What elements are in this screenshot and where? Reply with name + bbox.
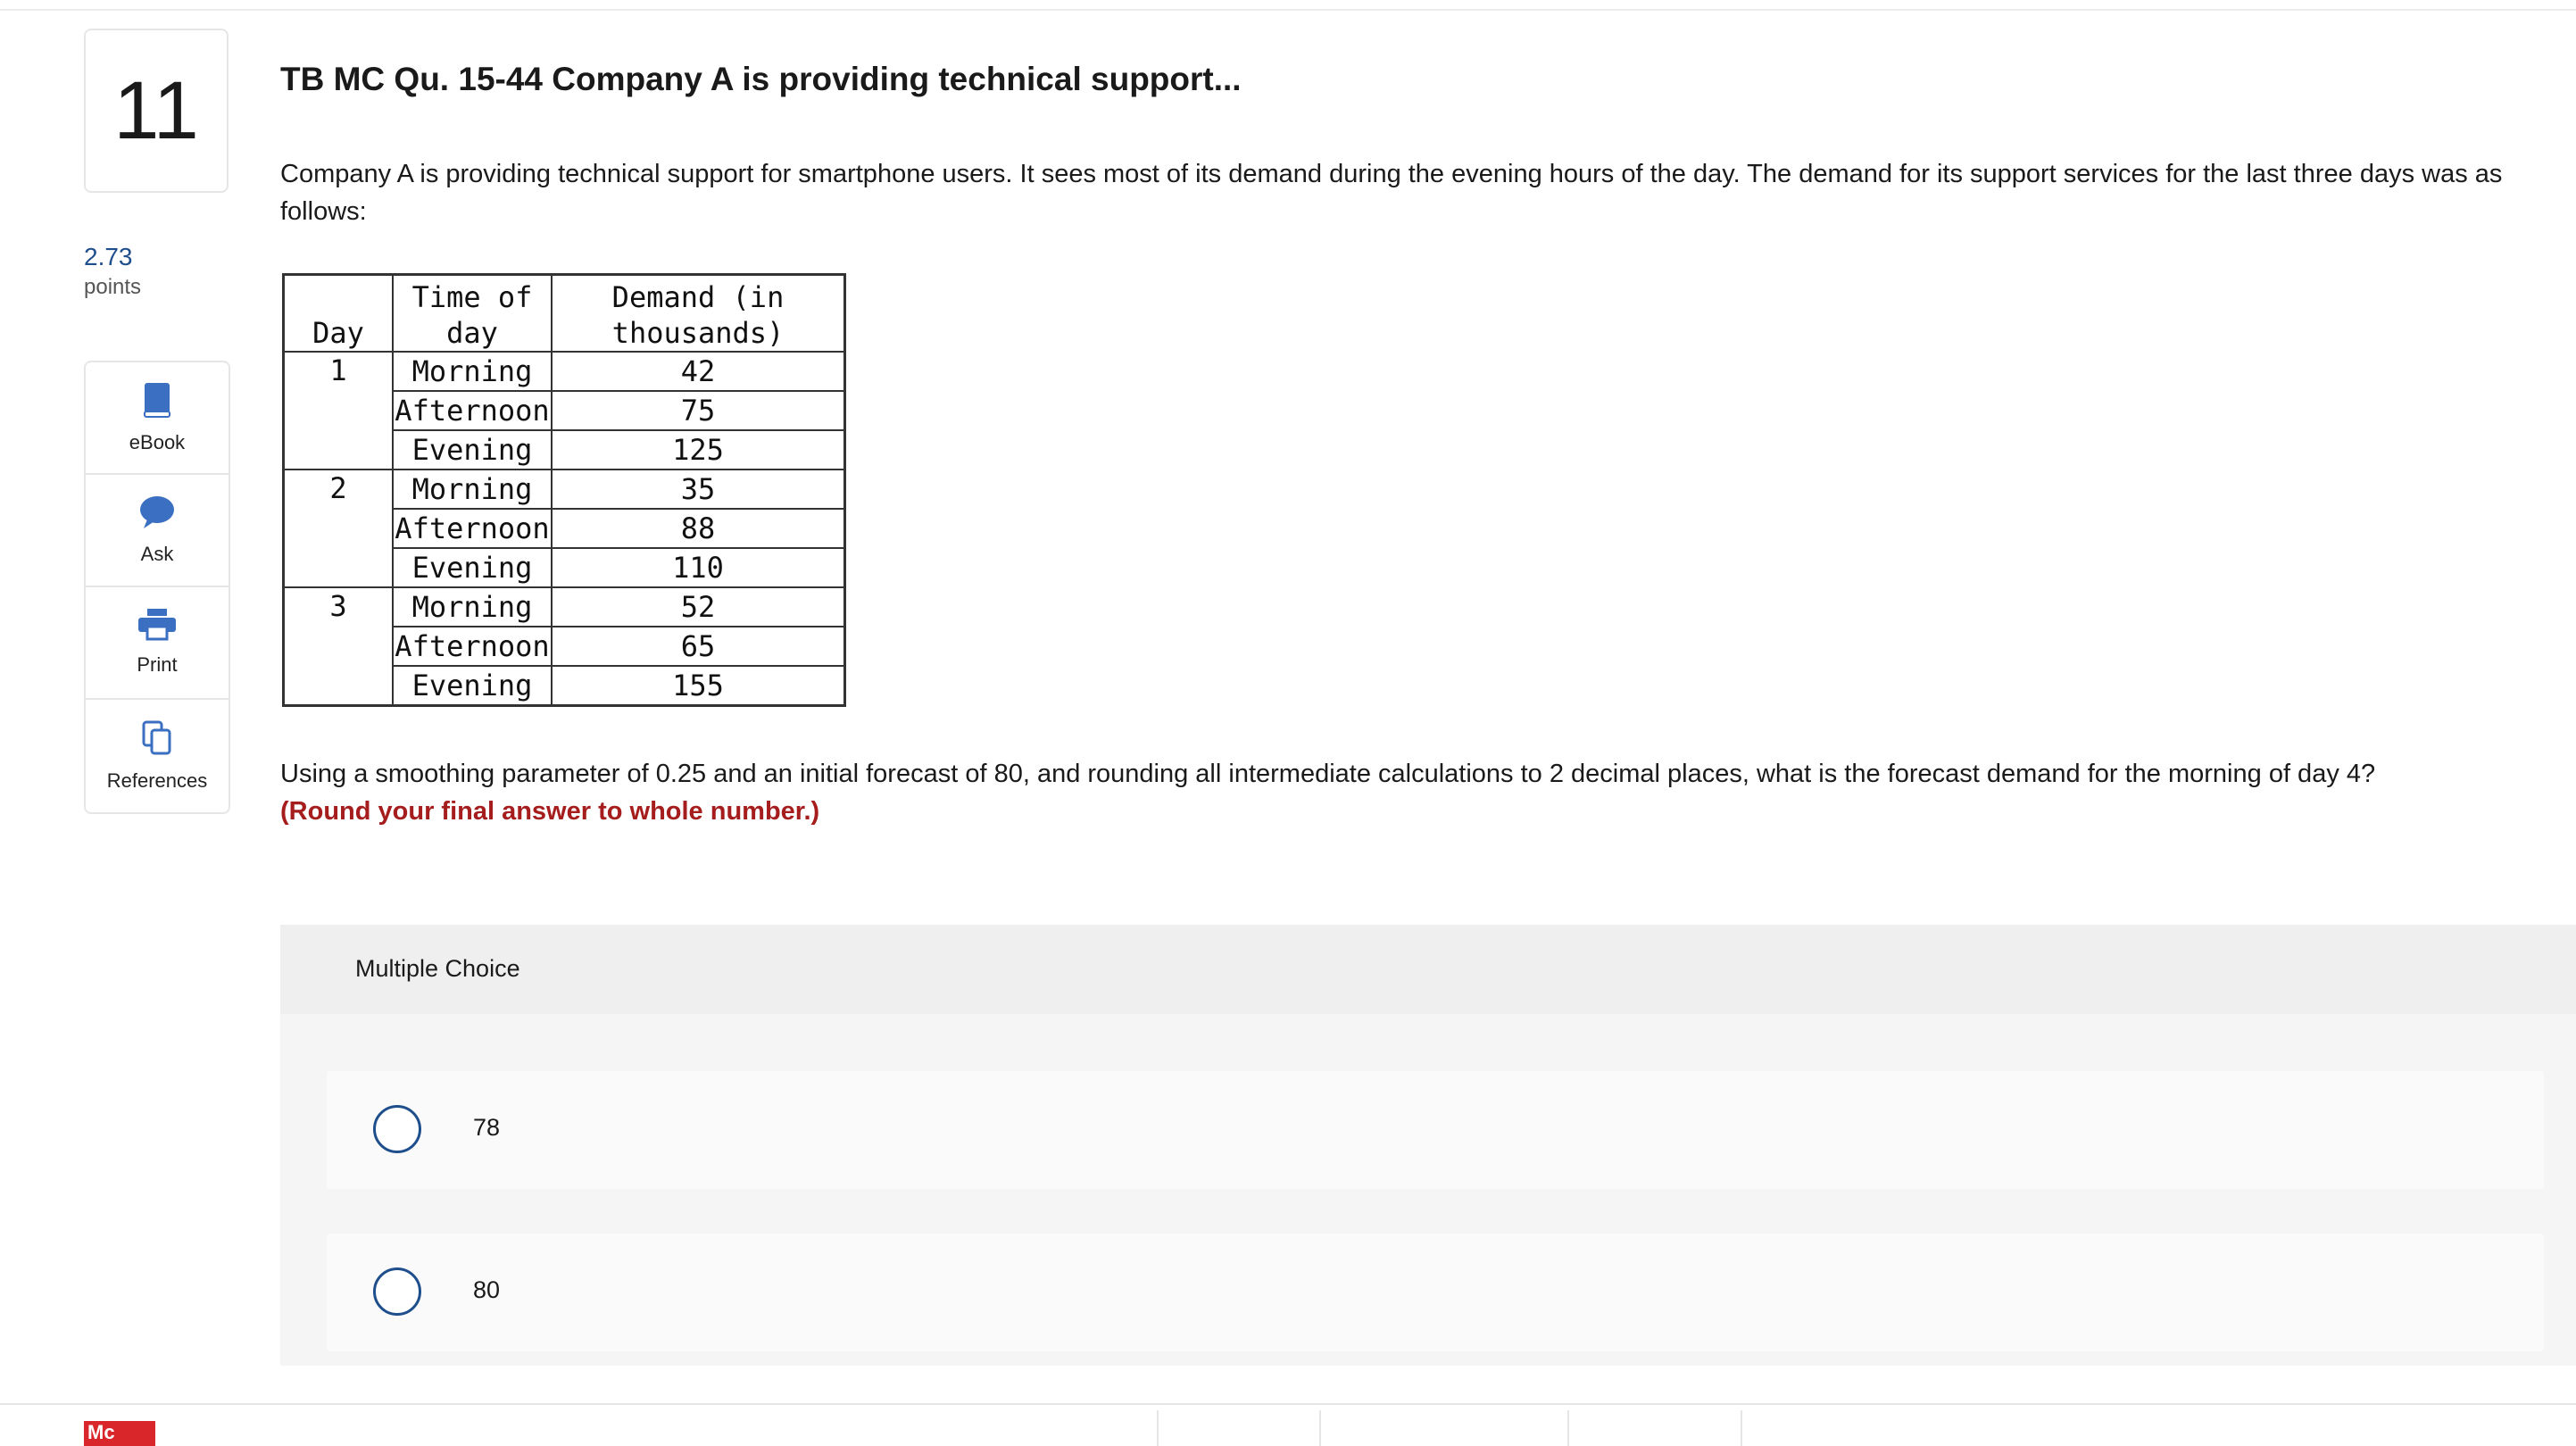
header-demand-line2: thousands) [611, 316, 785, 350]
print-button[interactable] [86, 587, 229, 700]
mcgraw-hill-logo: Mc [84, 1421, 155, 1446]
table-row [284, 587, 845, 627]
demand-cell: 155 [552, 666, 845, 706]
points-label: points [84, 275, 142, 299]
demand-cell: 35 [552, 470, 845, 509]
table-row [284, 470, 845, 509]
chat-bubble-icon [138, 494, 176, 534]
radio-button[interactable] [373, 1267, 421, 1316]
time-cell: Afternoon [393, 627, 552, 666]
footer-separator [1319, 1410, 1321, 1446]
time-cell: Evening [393, 548, 552, 587]
table-header-row [284, 275, 845, 353]
multiple-choice-header [280, 925, 2576, 1014]
day-cell: 2 [284, 470, 394, 587]
ebook-button[interactable] [86, 362, 229, 475]
time-cell: Evening [393, 430, 552, 470]
time-cell: Morning [393, 352, 552, 391]
points-value: 2.73 [84, 243, 133, 270]
question-title: TB MC Qu. 15-44 Company A is providing technical support... [280, 61, 1242, 97]
book-icon [141, 381, 173, 422]
time-cell: Morning [393, 587, 552, 627]
footer-separator [1741, 1410, 1742, 1446]
top-divider [0, 9, 2576, 11]
answer-option-text: 80 [473, 1276, 501, 1303]
copy-pages-icon [141, 719, 173, 760]
time-cell: Morning [393, 470, 552, 509]
references-label: References [106, 769, 208, 792]
print-label: Print [137, 653, 178, 676]
header-demand-line1: Demand (in [611, 280, 785, 314]
demand-cell: 88 [552, 509, 845, 548]
demand-cell: 52 [552, 587, 845, 627]
answer-option[interactable] [327, 1234, 2544, 1351]
header-time [393, 275, 552, 353]
answer-option-text: 78 [473, 1114, 501, 1141]
question-number: 11 [84, 29, 229, 193]
time-cell: Afternoon [393, 391, 552, 430]
question-prompt-block [280, 755, 2565, 830]
question-prompt: Using a smoothing parameter of 0.25 and an initial forecast of 80, and rounding all intermediate calculations to 2 decimal places, what is the forecast demand for the morning of day 4? [280, 760, 2376, 788]
question-intro: Company A is providing technical support for smartphone users. It sees most of its demand during the evening hours of the day. The demand for its support services for the last three days was as follows: [280, 160, 2503, 226]
footer-separator [1157, 1410, 1159, 1446]
header-time-line2: day [446, 316, 498, 350]
demand-cell: 65 [552, 627, 845, 666]
header-demand [552, 275, 845, 353]
day-cell: 3 [284, 587, 394, 706]
printer-icon [138, 609, 176, 644]
ask-button[interactable] [86, 475, 229, 587]
multiple-choice-panel [280, 925, 2576, 1366]
demand-cell: 75 [552, 391, 845, 430]
header-day: Day [284, 275, 394, 353]
multiple-choice-label: Multiple Choice [355, 955, 520, 982]
rounding-instruction: (Round your final answer to whole number.) [280, 797, 820, 826]
table-row [284, 352, 845, 391]
demand-table [282, 273, 846, 707]
footer-separator [1567, 1410, 1569, 1446]
demand-cell: 125 [552, 430, 845, 470]
time-cell: Evening [393, 666, 552, 706]
references-button[interactable] [86, 700, 229, 812]
radio-button[interactable] [373, 1105, 421, 1153]
footer-divider [0, 1403, 2576, 1405]
time-cell: Afternoon [393, 509, 552, 548]
ebook-label: eBook [129, 431, 186, 453]
day-cell: 1 [284, 352, 394, 470]
tools-panel [84, 361, 230, 814]
header-time-line1: Time of [411, 280, 533, 314]
answer-option[interactable] [327, 1071, 2544, 1189]
demand-cell: 110 [552, 548, 845, 587]
ask-label: Ask [140, 543, 174, 565]
demand-cell: 42 [552, 352, 845, 391]
